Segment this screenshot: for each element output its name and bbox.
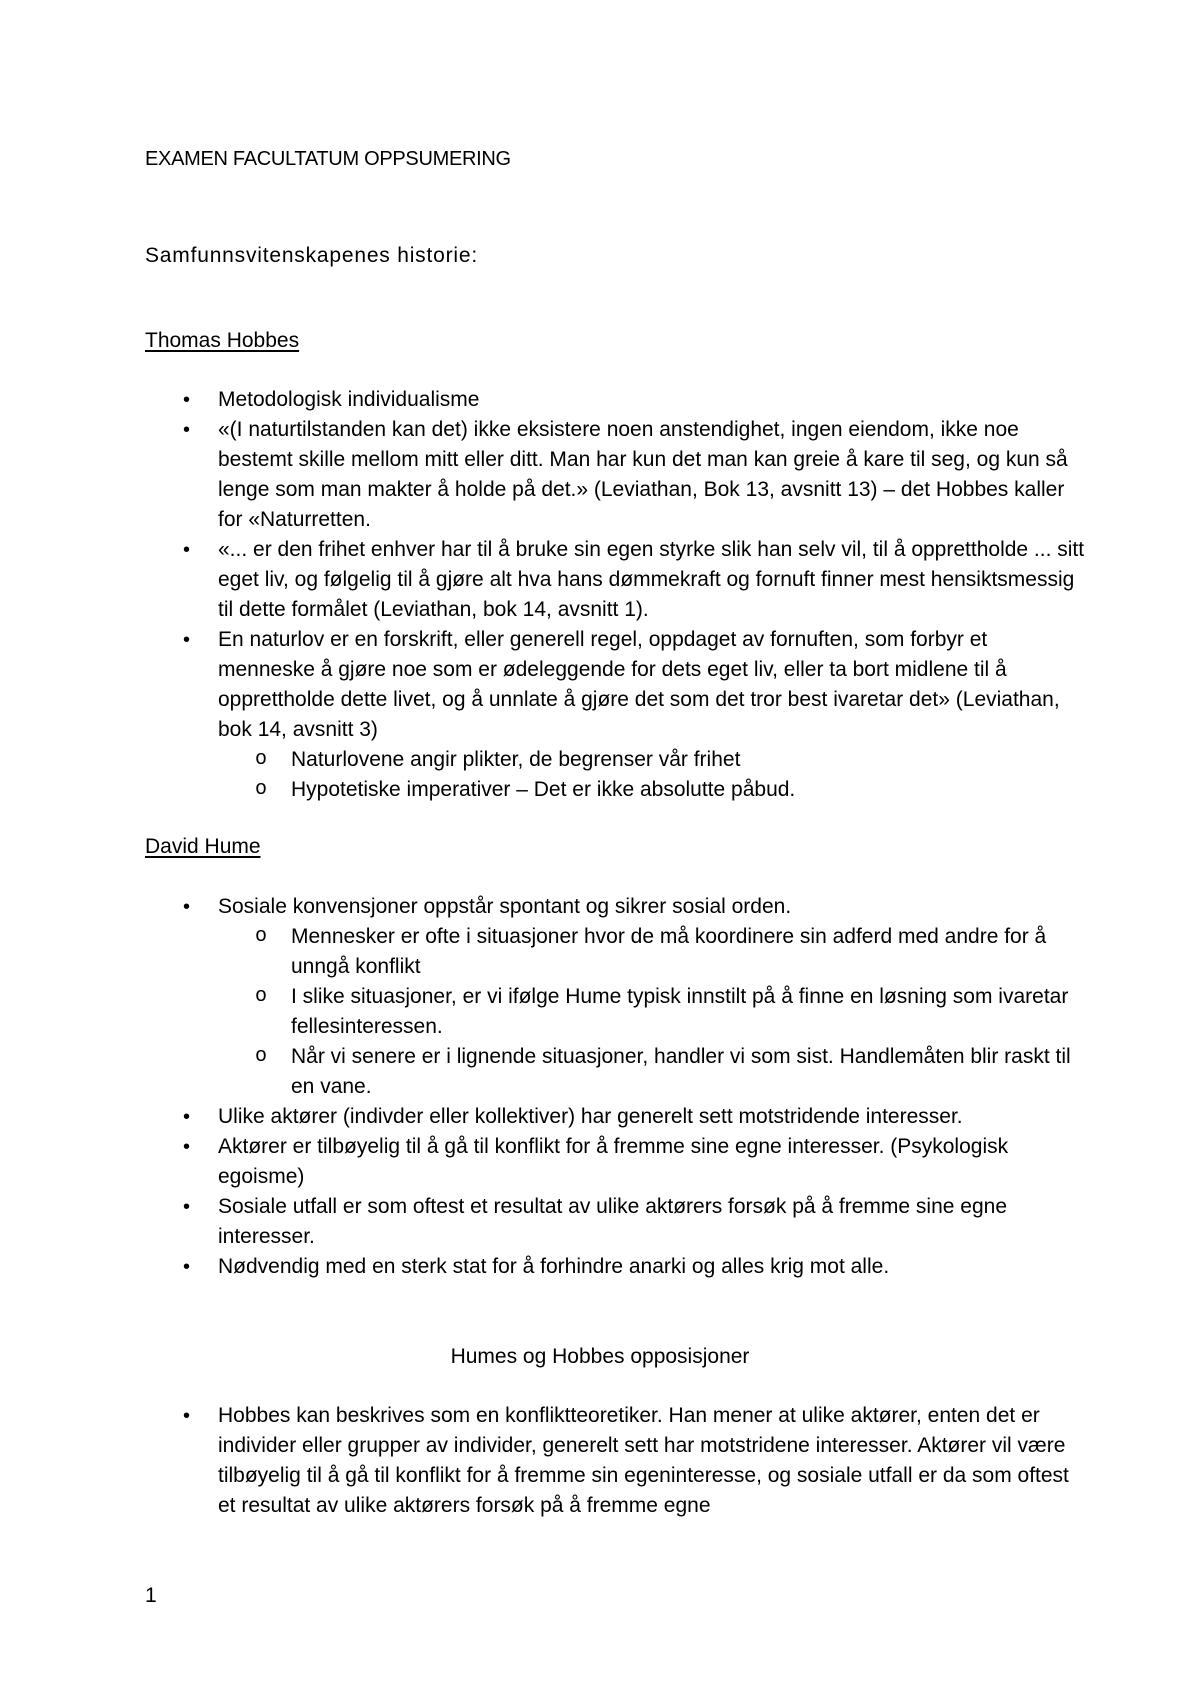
opposition-list (0, 1401, 1200, 1521)
hobbes-list (0, 385, 1200, 805)
bullet-icon: • (183, 1106, 191, 1128)
sub-list-item (218, 1042, 1091, 1102)
list-item (0, 1252, 1088, 1282)
list-item-text: En naturlov er en forskrift, eller generell regel, oppdaget av fornuften, som forbyr et menneske å gjøre noe som er ødeleggende for dets eget liv, eller ta bort midlene til å opprettholde dette livet, og å unnlate å gjøre det som det tror best ivaretar det» (Leviathan, bok 14, avsnitt 3) (218, 628, 1060, 741)
hume-list (0, 892, 1200, 1282)
sub-list-item (218, 982, 1091, 1042)
sub-list (218, 745, 1088, 805)
list-item-text: «(I naturtilstanden kan det) ikke eksistere noen anstendighet, ingen eiendom, ikke noe bestemt skille mellom mitt eller ditt. Man har kun det man kan greie å kare til seg, og kun så lenge som man makter å holde på det.» (Leviathan, Bok 13, avsnitt 13) – det Hobbes kaller for «Naturretten. (218, 418, 1068, 531)
heading-david-hume: David Hume (145, 835, 261, 858)
heading-opposition: Humes og Hobbes opposisjoner (450, 1345, 750, 1368)
list-item-text: Metodologisk individualisme (218, 388, 480, 411)
bullet-icon: • (183, 1256, 191, 1278)
sub-list-item-text: Når vi senere er i lignende situasjoner, handler vi som sist. Handlemåten blir raskt til en vane. (291, 1045, 1071, 1098)
list-item-text: Sosiale konvensjoner oppstår spontant og sikrer sosial orden. (218, 895, 792, 918)
list-item (0, 535, 1088, 625)
sub-list-item-text: I slike situasjoner, er vi ifølge Hume typisk innstilt på å finne en løsning som ivaretar fellesinteressen. (291, 985, 1069, 1038)
sub-list (218, 922, 1088, 1102)
bullet-icon: • (183, 1405, 191, 1427)
list-item (0, 1102, 1088, 1132)
circle-bullet-icon: o (255, 1045, 268, 1068)
bullet-icon: • (183, 389, 191, 411)
list-item (0, 385, 1088, 415)
heading-thomas-hobbes: Thomas Hobbes (145, 329, 300, 352)
bullet-icon: • (183, 1136, 191, 1158)
circle-bullet-icon: o (255, 748, 268, 771)
page-number: 1 (145, 1584, 157, 1607)
list-item-text: «... er den frihet enhver har til å bruke sin egen styrke slik han selv vil, til å opprettholde ... sitt eget liv, og følgelig til å gjøre alt hva hans dømmekraft og fornuft finner mest hensiktsmessig til dette formålet (Leviathan, bok 14, avsnitt 1). (218, 538, 1085, 621)
list-item (0, 415, 1088, 535)
list-item (0, 625, 1088, 805)
list-item-text: Sosiale utfall er som oftest et resultat av ulike aktørers forsøk på å fremme sine egne interesser. (218, 1195, 1007, 1248)
list-item (0, 892, 1088, 1102)
sub-list-item (218, 775, 1091, 805)
list-item (0, 1132, 1088, 1192)
bullet-icon: • (183, 539, 191, 561)
sub-list-item (218, 745, 1091, 775)
circle-bullet-icon: o (255, 925, 268, 948)
list-item (0, 1192, 1088, 1252)
circle-bullet-icon: o (255, 778, 268, 801)
list-item-text: Aktører er tilbøyelig til å gå til konflikt for å fremme sine egne interesser. (Psykologisk egoisme) (218, 1135, 1009, 1188)
list-item (0, 1401, 1088, 1521)
sub-list-item (218, 922, 1091, 982)
circle-bullet-icon: o (255, 985, 268, 1008)
bullet-icon: • (183, 896, 191, 918)
bullet-icon: • (183, 1196, 191, 1218)
sub-list-item-text: Hypotetiske imperativer – Det er ikke absolutte påbud. (291, 778, 796, 801)
document-title: EXAMEN FACULTATUM OPPSUMERING (145, 148, 511, 170)
list-item-text: Nødvendig med en sterk stat for å forhindre anarki og alles krig mot alle. (218, 1255, 890, 1278)
sub-list-item-text: Naturlovene angir plikter, de begrenser vår frihet (291, 748, 741, 771)
sub-list-item-text: Mennesker er ofte i situasjoner hvor de må koordinere sin adferd med andre for å unngå konflikt (291, 925, 1047, 978)
list-item-text: Hobbes kan beskrives som en konfliktteoretiker. Han mener at ulike aktører, enten det er individer eller grupper av individer, generelt sett har motstridene interesser. Aktører vil være tilbøyelig til å gå til konflikt for å fremme sin egeninteresse, og sosiale utfall er da som oftest et resultat av ulike aktørers forsøk på å fremme egne (218, 1404, 1069, 1517)
bullet-icon: • (183, 419, 191, 441)
list-item-text: Ulike aktører (indivder eller kollektiver) har generelt sett motstridende interesser. (218, 1105, 963, 1128)
section-title: Samfunnsvitenskapenes historie: (145, 244, 478, 267)
bullet-icon: • (183, 629, 191, 651)
